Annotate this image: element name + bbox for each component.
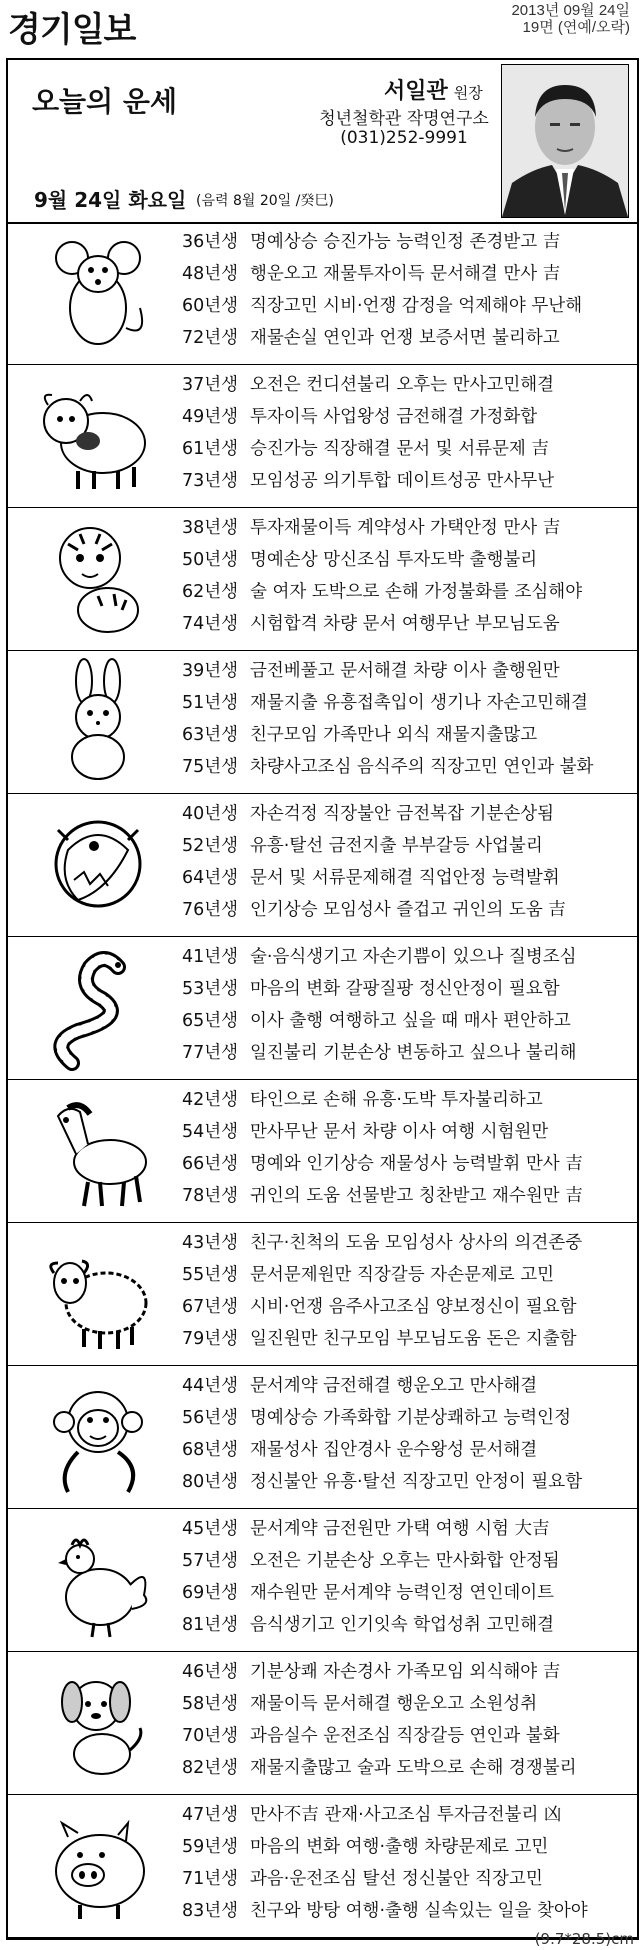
- issue-date: 2013년 09월 24일: [511, 2, 630, 19]
- fortune-line: [182, 1863, 632, 1895]
- birth-year: 51년생: [182, 693, 239, 713]
- fortune-text: 오전은 기분손상 오후는 만사화합 안정됨: [250, 1551, 560, 1571]
- fortune-lines: [182, 226, 632, 354]
- masthead: [0, 0, 640, 48]
- birth-year: 45년생: [182, 1519, 239, 1539]
- snake-icon: [18, 943, 178, 1071]
- fortune-text: 친구·친척의 도움 모임성사 상사의 의견존중: [250, 1233, 583, 1253]
- birth-year: 36년생: [182, 232, 239, 252]
- fortune-text: 재물이득 문서해결 행운오고 소원성취: [250, 1694, 538, 1714]
- fortune-line: [182, 719, 632, 751]
- fortune-text: 타인으로 손해 유흥·도박 투자불리하고: [250, 1090, 543, 1110]
- fortune-line: [182, 1720, 632, 1752]
- fortune-text: 과음·운전조심 탈선 정신불안 직장고민: [250, 1869, 543, 1889]
- birth-year: 57년생: [182, 1551, 239, 1571]
- birth-year: 56년생: [182, 1408, 239, 1428]
- size-note: (9.7*28.5)cm: [534, 1930, 634, 1948]
- zodiac-row: [8, 1795, 637, 1938]
- birth-year: 70년생: [182, 1726, 239, 1746]
- zodiac-row: [8, 1366, 637, 1509]
- fortune-text: 시험합격 차량 문서 여행무난 부모님도움: [250, 614, 560, 634]
- fortune-text: 귀인의 도움 선물받고 칭찬받고 재수원만 吉: [250, 1186, 583, 1206]
- institute-name: 청년철학관 작명연구소: [319, 109, 489, 129]
- zodiac-row: [8, 1223, 637, 1366]
- fortune-text: 투자이득 사업왕성 금전해결 가정화합: [250, 407, 538, 427]
- zodiac-row: [8, 1509, 637, 1652]
- fortune-text: 기분상쾌 자손경사 가족모임 외식해야 吉: [250, 1662, 561, 1682]
- fortune-line: [182, 1577, 632, 1609]
- dragon-icon: [18, 800, 178, 928]
- zodiac-row: [8, 651, 637, 794]
- birth-year: 55년생: [182, 1265, 239, 1285]
- author-name: 서일관: [384, 79, 448, 104]
- fortune-line: [182, 1688, 632, 1720]
- fortune-lines: [182, 1227, 632, 1355]
- fortune-text: 모임성공 의기투합 데이트성공 만사무난: [250, 471, 555, 491]
- fortune-text: 문서 및 서류문제해결 직업안정 능력발휘: [250, 868, 560, 888]
- birth-year: 39년생: [182, 661, 239, 681]
- zodiac-row: [8, 937, 637, 1080]
- birth-year: 73년생: [182, 471, 239, 491]
- birth-year: 60년생: [182, 296, 239, 316]
- lunar-date: (음력 8월 20일 /癸巳): [196, 193, 334, 209]
- birth-year: 53년생: [182, 979, 239, 999]
- fortune-line: [182, 1402, 632, 1434]
- horse-icon: [18, 1086, 178, 1214]
- birth-year: 38년생: [182, 518, 239, 538]
- fortune-text: 명예손상 망신조심 투자도박 출행불리: [250, 550, 538, 570]
- birth-year: 69년생: [182, 1583, 239, 1603]
- fortune-lines: [182, 1513, 632, 1641]
- fortune-text: 술 여자 도박으로 손해 가정불화를 조심해야: [250, 582, 583, 602]
- author-line: [384, 74, 494, 105]
- fortune-text: 친구와 방탕 여행·출행 실속있는 일을 찾아야: [250, 1901, 588, 1921]
- fortune-text: 정신불안 유흥·탈선 직장고민 안정이 필요함: [250, 1472, 583, 1492]
- birth-year: 58년생: [182, 1694, 239, 1714]
- birth-year: 64년생: [182, 868, 239, 888]
- birth-year: 67년생: [182, 1297, 239, 1317]
- fortune-line: [182, 1513, 632, 1545]
- fortune-text: 재물성사 집안경사 운수왕성 문서해결: [250, 1440, 538, 1460]
- zodiac-row: [8, 508, 637, 651]
- fortune-text: 승진가능 직장해결 문서 및 서류문제 吉: [250, 439, 549, 459]
- zodiac-row: [8, 794, 637, 937]
- birth-year: 43년생: [182, 1233, 239, 1253]
- fortune-text: 마음의 변화 갈팡질팡 정신안정이 필요함: [250, 979, 560, 999]
- tiger-icon: [18, 514, 178, 642]
- fortune-line: [182, 1116, 632, 1148]
- fortune-line: [182, 751, 632, 783]
- birth-year: 78년생: [182, 1186, 239, 1206]
- fortune-line: [182, 290, 632, 322]
- fortune-text: 명예상승 승진가능 능력인정 존경받고 吉: [250, 232, 561, 252]
- birth-year: 52년생: [182, 836, 239, 856]
- ox-icon: [18, 371, 178, 499]
- fortune-line: [182, 576, 632, 608]
- fortune-line: [182, 258, 632, 290]
- fortune-text: 행운오고 재물투자이득 문서해결 만사 吉: [250, 264, 561, 284]
- birth-year: 59년생: [182, 1837, 239, 1857]
- fortune-lines: [182, 512, 632, 640]
- fortune-text: 명예와 인기상승 재물성사 능력발휘 만사 吉: [250, 1154, 583, 1174]
- fortune-lines: [182, 941, 632, 1069]
- fortune-text: 재물지출 유흥접촉입이 생기나 자손고민해결: [250, 693, 588, 713]
- birth-year: 40년생: [182, 804, 239, 824]
- fortune-lines: [182, 1799, 632, 1927]
- fortune-text: 직장고민 시비·언쟁 감정을 억제해야 무난해: [250, 296, 583, 316]
- birth-year: 83년생: [182, 1901, 239, 1921]
- fortune-line: [182, 1609, 632, 1641]
- fortune-line: [182, 1323, 632, 1355]
- birth-year: 54년생: [182, 1122, 239, 1142]
- birth-year: 63년생: [182, 725, 239, 745]
- issue-info: [511, 2, 630, 36]
- birth-year: 74년생: [182, 614, 239, 634]
- fortune-text: 만사무난 문서 차량 이사 여행 시험원만: [250, 1122, 549, 1142]
- fortune-text: 재물지출많고 술과 도박으로 손해 경쟁불리: [250, 1758, 577, 1778]
- fortune-line: [182, 465, 632, 497]
- horoscope-box: [6, 58, 639, 1940]
- fortune-line: [182, 1895, 632, 1927]
- fortune-text: 문서문제원만 직장갈등 자손문제로 고민: [250, 1265, 555, 1285]
- fortune-line: [182, 1434, 632, 1466]
- fortune-text: 문서계약 금전원만 가택 여행 시험 大吉: [250, 1519, 550, 1539]
- fortune-text: 만사不吉 관재·사고조심 투자금전불리 凶: [250, 1805, 562, 1825]
- birth-year: 76년생: [182, 900, 239, 920]
- fortune-line: [182, 941, 632, 973]
- fortune-line: [182, 322, 632, 354]
- fortune-text: 차량사고조심 음식주의 직장고민 연인과 불화: [250, 757, 594, 777]
- fortune-line: [182, 544, 632, 576]
- birth-year: 49년생: [182, 407, 239, 427]
- page-section: 19면 (연예/오락): [522, 19, 630, 36]
- fortune-text: 시비·언쟁 음주사고조심 양보정신이 필요함: [250, 1297, 577, 1317]
- fortune-text: 유흥·탈선 금전지출 부부갈등 사업불리: [250, 836, 543, 856]
- birth-year: 68년생: [182, 1440, 239, 1460]
- birth-year: 82년생: [182, 1758, 239, 1778]
- page-title: 오늘의 운세: [32, 85, 177, 118]
- birth-year: 80년생: [182, 1472, 239, 1492]
- fortune-line: [182, 687, 632, 719]
- fortune-line: [182, 830, 632, 862]
- fortune-line: [182, 973, 632, 1005]
- zodiac-row: [8, 1080, 637, 1223]
- birth-year: 47년생: [182, 1805, 239, 1825]
- fortune-text: 재물손실 연인과 언쟁 보증서면 불리하고: [250, 328, 560, 348]
- birth-year: 46년생: [182, 1662, 239, 1682]
- fortune-line: [182, 1545, 632, 1577]
- fortune-text: 일진원만 친구모임 부모님도움 돈은 지출함: [250, 1329, 577, 1349]
- fortune-text: 투자재물이득 계약성사 가택안정 만사 吉: [250, 518, 561, 538]
- rat-icon: [18, 228, 178, 356]
- fortune-line: [182, 862, 632, 894]
- fortune-text: 마음의 변화 여행·출행 차량문제로 고민: [250, 1837, 549, 1857]
- fortune-line: [182, 1084, 632, 1116]
- birth-year: 37년생: [182, 375, 239, 395]
- zodiac-row: [8, 1652, 637, 1795]
- birth-year: 65년생: [182, 1011, 239, 1031]
- fortune-text: 이사 출행 여행하고 싶을 때 매사 편안하고: [250, 1011, 571, 1031]
- fortune-lines: [182, 1656, 632, 1784]
- author-photo: [501, 64, 629, 218]
- birth-year: 41년생: [182, 947, 239, 967]
- fortune-text: 과음실수 운전조심 직장갈등 연인과 불화: [250, 1726, 560, 1746]
- newspaper-logo: 경기일보: [8, 10, 136, 50]
- birth-year: 71년생: [182, 1869, 239, 1889]
- fortune-lines: [182, 369, 632, 497]
- dog-icon: [18, 1658, 178, 1786]
- fortune-text: 음식생기고 인기잇속 학업성취 고민해결: [250, 1615, 555, 1635]
- fortune-line: [182, 1227, 632, 1259]
- sheep-icon: [18, 1229, 178, 1357]
- fortune-line: [182, 1831, 632, 1863]
- zodiac-row: [8, 222, 637, 365]
- fortune-line: [182, 1037, 632, 1069]
- birth-year: 61년생: [182, 439, 239, 459]
- fortune-text: 명예상승 가족화합 기분상쾌하고 능력인정: [250, 1408, 571, 1428]
- birth-year: 72년생: [182, 328, 239, 348]
- fortune-line: [182, 1180, 632, 1212]
- fortune-text: 금전베풀고 문서해결 차량 이사 출행원만: [250, 661, 560, 681]
- fortune-line: [182, 1370, 632, 1402]
- fortune-lines: [182, 1370, 632, 1498]
- birth-year: 48년생: [182, 264, 239, 284]
- birth-year: 66년생: [182, 1154, 239, 1174]
- monkey-icon: [18, 1372, 178, 1500]
- fortune-line: [182, 1005, 632, 1037]
- birth-year: 62년생: [182, 582, 239, 602]
- fortune-text: 재수원만 문서계약 능력인정 연인데이트: [250, 1583, 555, 1603]
- fortune-lines: [182, 798, 632, 926]
- author-role: 원장: [453, 84, 483, 102]
- fortune-text: 술·음식생기고 자손기쁨이 있으나 질병조심: [250, 947, 577, 967]
- fortune-line: [182, 1656, 632, 1688]
- fortune-line: [182, 433, 632, 465]
- birth-year: 44년생: [182, 1376, 239, 1396]
- phone-number: (031)252-9991: [340, 128, 468, 148]
- fortune-line: [182, 1291, 632, 1323]
- fortune-line: [182, 1799, 632, 1831]
- fortune-lines: [182, 1084, 632, 1212]
- zodiac-row: [8, 365, 637, 508]
- fortune-line: [182, 608, 632, 640]
- fortune-line: [182, 401, 632, 433]
- fortune-text: 오전은 컨디션불리 오후는 만사고민해결: [250, 375, 555, 395]
- fortune-text: 인기상승 모임성사 즐겁고 귀인의 도움 吉: [250, 900, 566, 920]
- fortune-line: [182, 512, 632, 544]
- rabbit-icon: [18, 657, 178, 785]
- fortune-lines: [182, 655, 632, 783]
- birth-year: 79년생: [182, 1329, 239, 1349]
- fortune-line: [182, 369, 632, 401]
- fortune-text: 자손걱정 직장불안 금전복잡 기분손상됨: [250, 804, 555, 824]
- fortune-line: [182, 1466, 632, 1498]
- fortune-text: 문서계약 금전해결 행운오고 만사해결: [250, 1376, 538, 1396]
- fortune-text: 친구모임 가족만나 외식 재물지출많고: [250, 725, 538, 745]
- fortune-line: [182, 1148, 632, 1180]
- birth-year: 81년생: [182, 1615, 239, 1635]
- birth-year: 77년생: [182, 1043, 239, 1063]
- birth-year: 75년생: [182, 757, 239, 777]
- date-weekday: 9월 24일 화요일: [34, 188, 187, 212]
- fortune-line: [182, 226, 632, 258]
- fortune-line: [182, 655, 632, 687]
- fortune-line: [182, 1752, 632, 1784]
- birth-year: 42년생: [182, 1090, 239, 1110]
- fortune-line: [182, 1259, 632, 1291]
- rooster-icon: [18, 1515, 178, 1643]
- fortune-text: 일진불리 기분손상 변동하고 싶으나 불리해: [250, 1043, 577, 1063]
- horoscope-header: [8, 60, 637, 224]
- birth-year: 50년생: [182, 550, 239, 570]
- pig-icon: [18, 1801, 178, 1929]
- fortune-line: [182, 798, 632, 830]
- fortune-line: [182, 894, 632, 926]
